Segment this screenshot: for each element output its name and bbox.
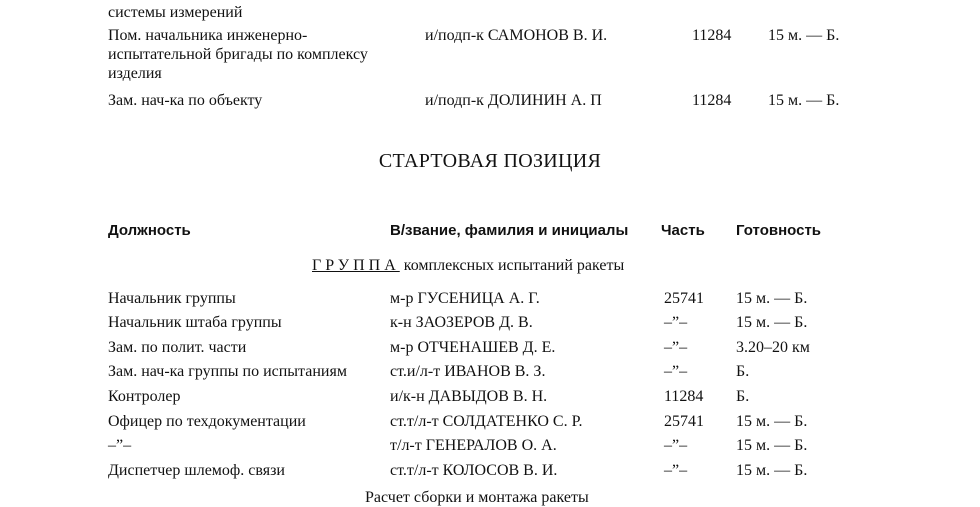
readiness-cell: 15 м. — Б.: [736, 314, 808, 331]
unit-cell: –”–: [664, 314, 688, 331]
readiness-cell: 15 м. — Б.: [736, 462, 808, 479]
group-description: комплексных испытаний ракеты: [399, 257, 625, 274]
position-cell: Зам. нач-ка по объекту: [108, 92, 263, 109]
group-word: ГРУППА: [312, 257, 400, 274]
unit-cell: 11284: [664, 388, 704, 405]
unit-cell: –”–: [664, 462, 688, 479]
position-cell: Начальник группы: [108, 290, 236, 307]
name-cell: и/подп-к САМОНОВ В. И.: [425, 27, 608, 44]
unit-cell: 11284: [692, 27, 732, 44]
name-cell: и/к-н ДАВЫДОВ В. Н.: [390, 388, 548, 405]
position-cell: Офицер по техдокументации: [108, 413, 306, 430]
unit-cell: –”–: [664, 437, 688, 454]
unit-cell: 25741: [664, 290, 704, 307]
readiness-cell: Б.: [736, 363, 750, 380]
name-cell: ст.т/л-т КОЛОСОВ В. И.: [390, 462, 558, 479]
name-cell: к-н ЗАОЗЕРОВ Д. В.: [390, 314, 533, 331]
name-cell: м-р ГУСЕНИЦА А. Г.: [390, 290, 540, 307]
position-cell: Зам. по полит. части: [108, 339, 247, 356]
unit-cell: 11284: [692, 92, 732, 109]
position-cell: Диспетчер шлемоф. связи: [108, 462, 285, 479]
header-name: В/звание, фамилия и инициалы: [390, 222, 629, 239]
readiness-cell: 15 м. — Б.: [736, 413, 808, 430]
name-cell: ст.и/л-т ИВАНОВ В. З.: [390, 363, 546, 380]
header-position: Должность: [108, 222, 191, 239]
section-title: СТАРТОВАЯ ПОЗИЦИЯ: [378, 150, 602, 172]
readiness-cell: Б.: [736, 388, 750, 405]
header-readiness: Готовность: [736, 222, 822, 239]
header-unit: Часть: [661, 222, 705, 239]
position-cell: Пом. начальника инженерно-испытательной бригады по комплексу изделия: [108, 27, 368, 82]
name-cell: и/подп-к ДОЛИНИН А. П: [425, 92, 602, 109]
name-cell: м-р ОТЧЕНАШЕВ Д. Е.: [390, 339, 556, 356]
unit-cell: –”–: [664, 339, 688, 356]
group-heading: [312, 257, 624, 275]
name-cell: т/л-т ГЕНЕРАЛОВ О. А.: [390, 437, 557, 454]
position-cell: Начальник штаба группы: [108, 314, 282, 331]
unit-cell: –”–: [664, 363, 688, 380]
position-cell: Контролер: [108, 388, 181, 405]
readiness-cell: 15 м. — Б.: [768, 27, 840, 44]
name-cell: ст.т/л-т СОЛДАТЕНКО С. Р.: [390, 413, 583, 430]
readiness-cell: 3.20–20 км: [736, 339, 810, 356]
readiness-cell: 15 м. — Б.: [736, 290, 808, 307]
readiness-cell: 15 м. — Б.: [736, 437, 808, 454]
readiness-cell: 15 м. — Б.: [768, 92, 840, 109]
position-cell: системы измерений: [108, 4, 243, 21]
position-cell: –”–: [108, 437, 132, 454]
unit-cell: 25741: [664, 413, 704, 430]
position-cell: Зам. нач-ка группы по испытаниям: [108, 363, 347, 380]
next-section-heading: Расчет сборки и монтажа ракеты: [365, 489, 589, 506]
